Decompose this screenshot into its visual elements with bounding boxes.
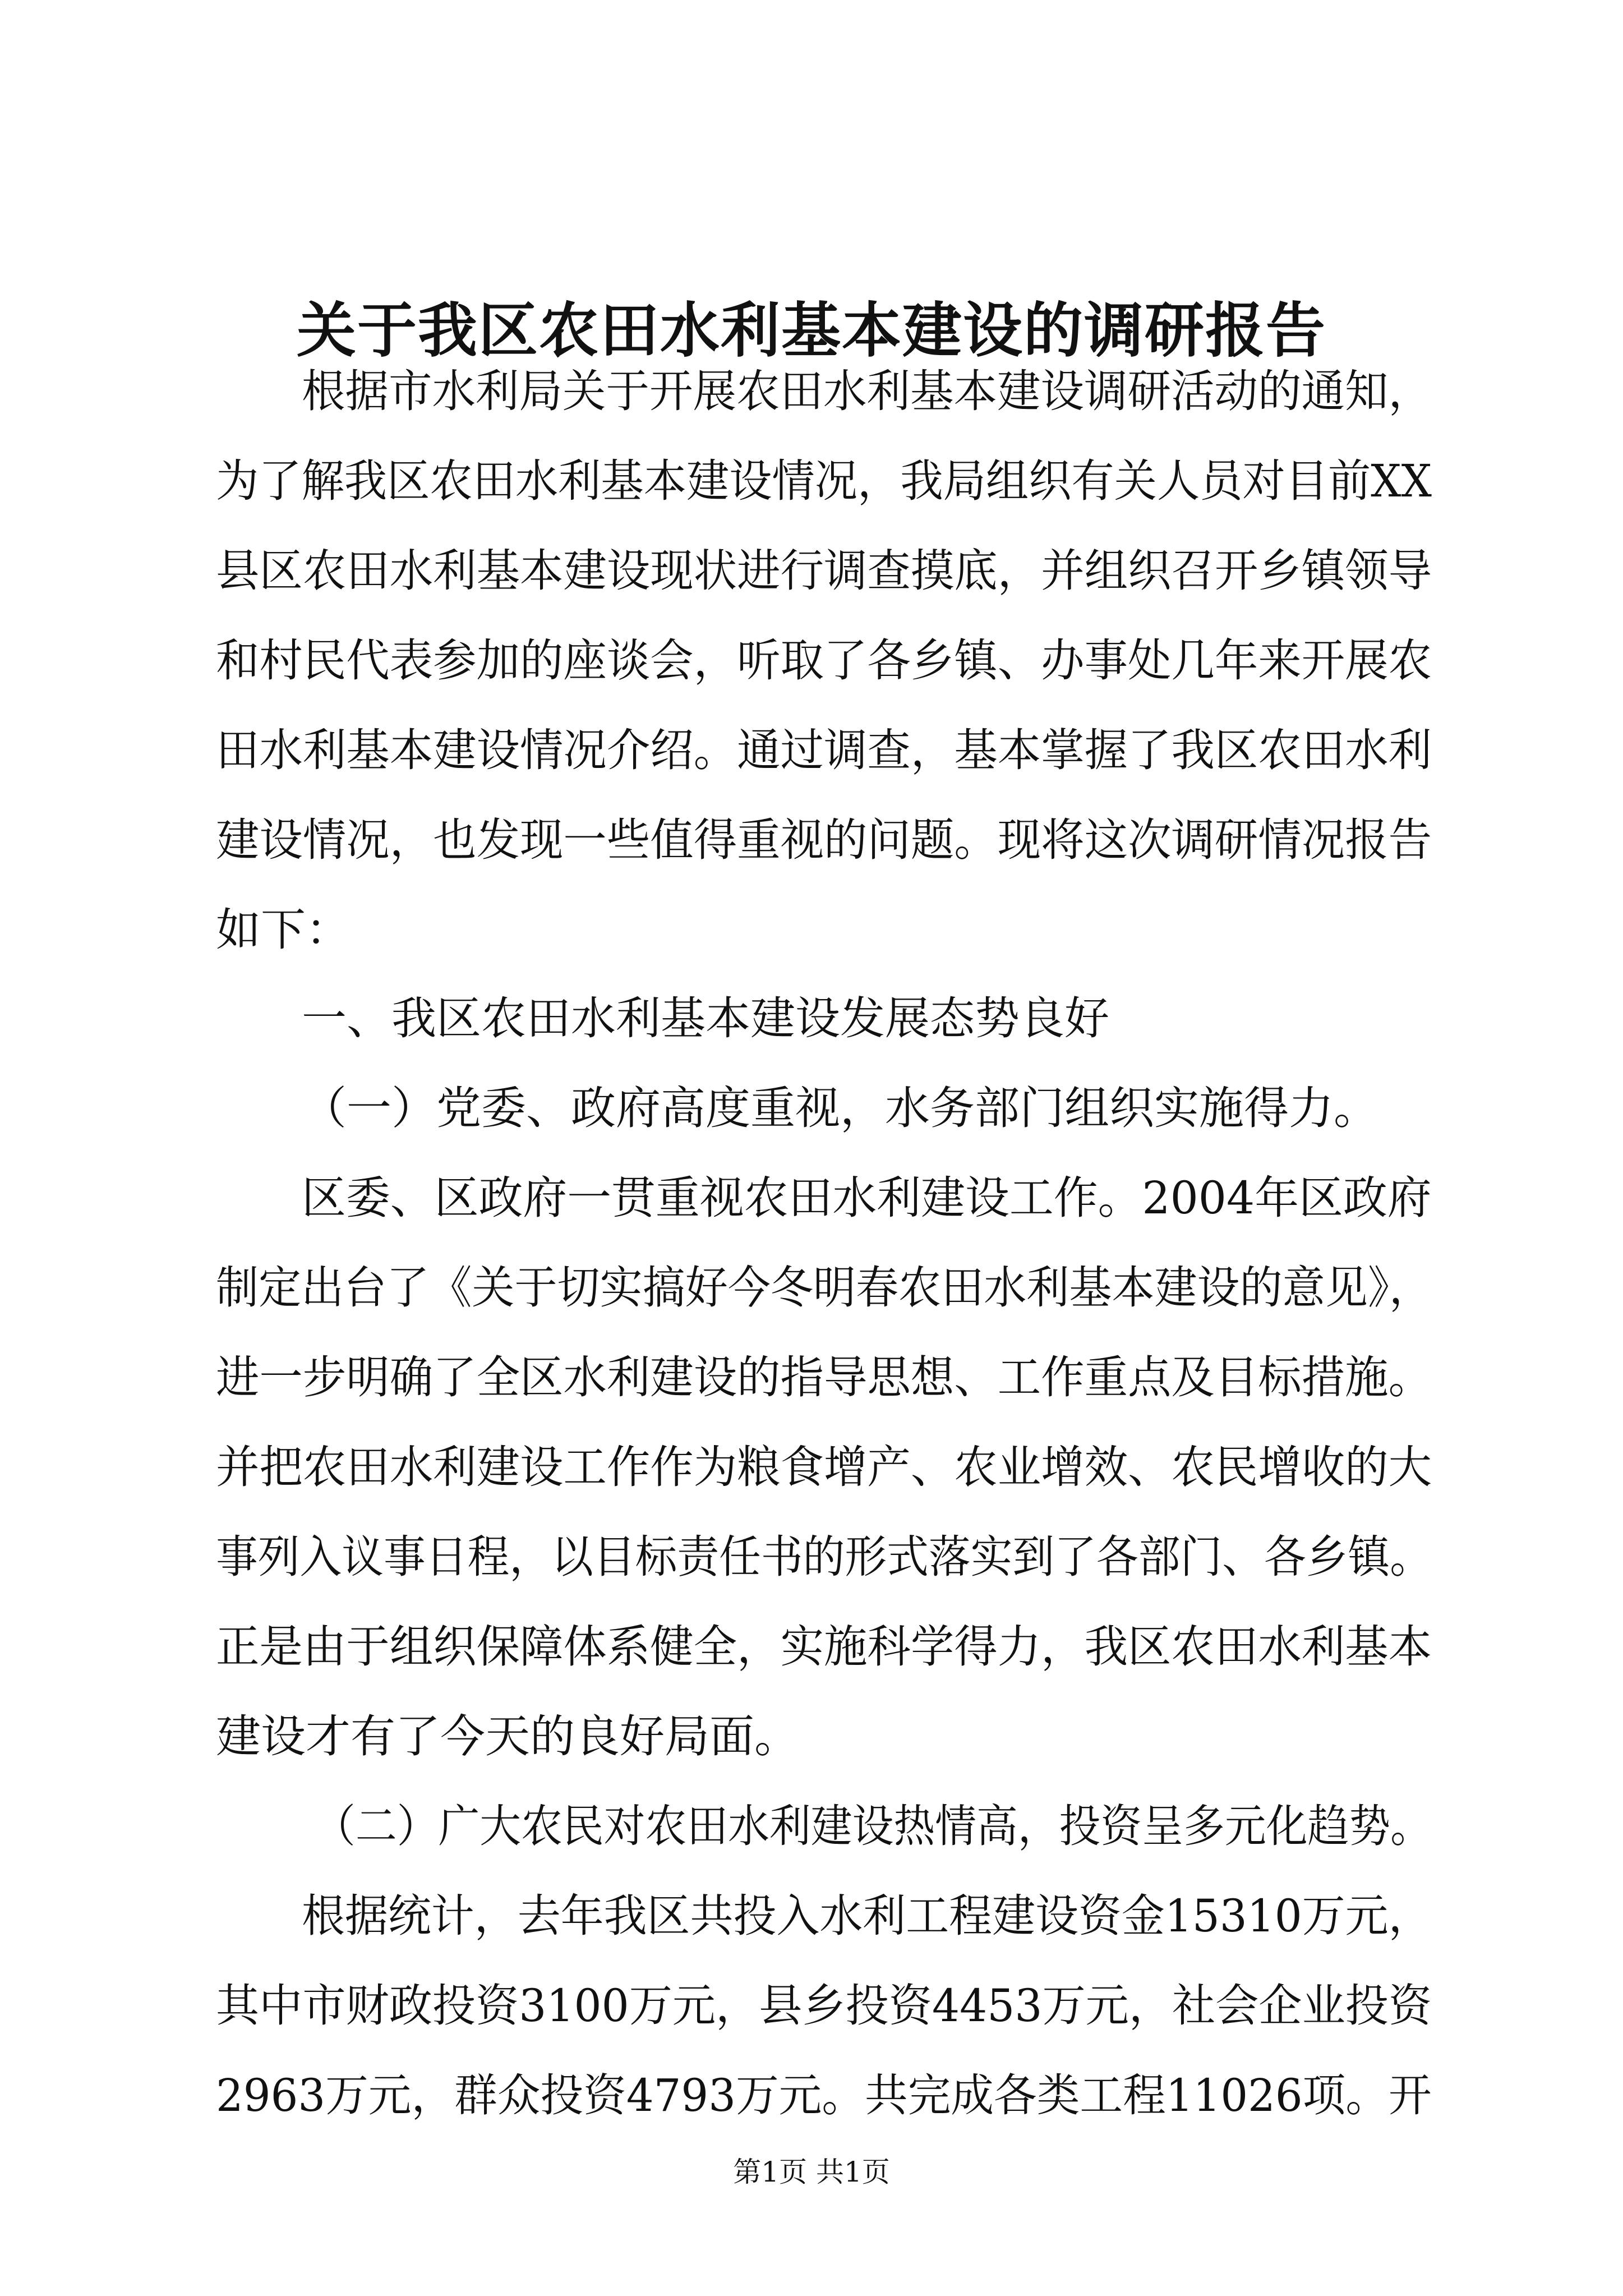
paragraph-line: 建设情况，也发现一些值得重视的问题。现将这次调研情况报告 bbox=[216, 814, 1432, 866]
paragraph-line: 2963万元，群众投资4793万元。共完成各类工程11026项。开 bbox=[216, 2069, 1432, 2122]
paragraph-line: 如下： bbox=[216, 904, 351, 956]
subsection-heading: （一）党委、政府高度重视，水务部门组织实施得力。 bbox=[302, 1082, 1378, 1134]
paragraph-line: 县区农田水利基本建设现状进行调查摸底，并组织召开乡镇领导 bbox=[216, 545, 1432, 597]
paragraph-line: 制定出台了《关于切实搞好今冬明春农田水利基本建设的意见》， bbox=[216, 1262, 1432, 1314]
paragraph-line: 根据市水利局关于开展农田水利基本建设调研活动的通知， bbox=[302, 365, 1432, 417]
paragraph-line: 其中市财政投资3100万元，县乡投资4453万元，社会企业投资 bbox=[216, 1980, 1432, 2032]
paragraph-line: 田水利基本建设情况介绍。通过调查，基本掌握了我区农田水利 bbox=[216, 724, 1432, 776]
page-footer: 第1页 共1页 bbox=[733, 2156, 890, 2188]
subsection-heading: （二）广大农民对农田水利建设热情高，投资呈多元化趋势。 bbox=[314, 1800, 1432, 1852]
paragraph-line: 进一步明确了全区水利建设的指导思想、工作重点及目标措施。 bbox=[216, 1351, 1432, 1404]
paragraph-line: 建设才有了今天的良好局面。 bbox=[216, 1710, 799, 1763]
paragraph-line: 区委、区政府一贯重视农田水利建设工作。2004年区政府 bbox=[302, 1172, 1432, 1224]
page-title: 关于我区农田水利基本建设的调研报告 bbox=[297, 295, 1326, 365]
paragraph-line: 为了解我区农田水利基本建设情况，我局组织有关人员对目前XX bbox=[216, 455, 1432, 507]
paragraph-line: 并把农田水利建设工作作为粮食增产、农业增效、农民增收的大 bbox=[216, 1441, 1432, 1493]
paragraph-line: 事列入议事日程，以目标责任书的形式落实到了各部门、各乡镇。 bbox=[216, 1531, 1432, 1583]
paragraph-line: 根据统计，去年我区共投入水利工程建设资金15310万元， bbox=[302, 1890, 1432, 1942]
section-heading: 一、我区农田水利基本建设发展态势良好 bbox=[302, 992, 1109, 1045]
paragraph-line: 正是由于组织保障体系健全，实施科学得力，我区农田水利基本 bbox=[216, 1621, 1432, 1673]
paragraph-line: 和村民代表参加的座谈会，听取了各乡镇、办事处几年来开展农 bbox=[216, 634, 1432, 687]
